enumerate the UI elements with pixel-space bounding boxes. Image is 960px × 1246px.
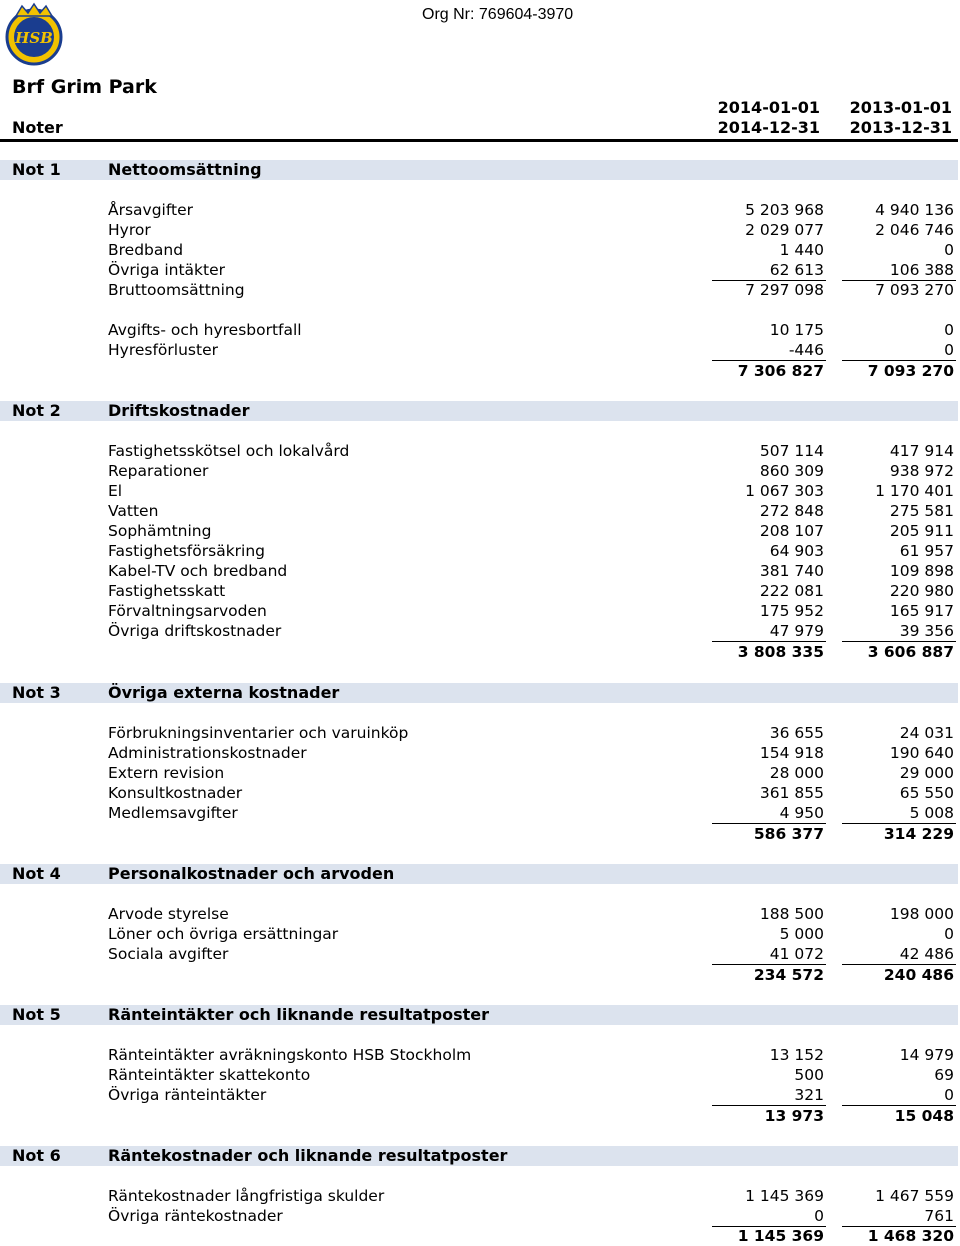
row-value-2013: 198 000 (889, 905, 954, 923)
col2-start-date: 2013-01-01 (849, 98, 952, 117)
table-row (0, 501, 960, 521)
table-row (0, 763, 960, 783)
row-value-2013: 1 170 401 (875, 482, 954, 500)
row-value-2013: 7 093 270 (875, 281, 954, 299)
row-value-2013: 42 486 (899, 945, 954, 963)
table-row (0, 723, 960, 743)
row-label: Bruttoomsättning (108, 281, 245, 299)
table-row (0, 1085, 960, 1105)
row-label: Löner och övriga ersättningar (108, 925, 339, 943)
note-title: Ränteintäkter och liknande resultatposter (108, 1005, 490, 1024)
row-label: Medlemsavgifter (108, 804, 238, 822)
table-row (0, 1045, 960, 1065)
row-value-2013: 65 550 (899, 784, 954, 802)
row-value-2014: 28 000 (769, 764, 824, 782)
row-value-2014: 1 067 303 (745, 482, 824, 500)
row-value-2014: 41 072 (769, 945, 824, 963)
note-number: Not 1 (12, 160, 61, 179)
row-value-2014: 208 107 (759, 522, 824, 540)
row-value-2013: 0 (944, 1086, 954, 1104)
row-value-2013: 0 (944, 925, 954, 943)
row-label: Hyror (108, 221, 151, 239)
row-value-2014: 36 655 (769, 724, 824, 742)
table-row (0, 581, 960, 601)
row-label: Årsavgifter (108, 201, 194, 219)
row-label: Övriga driftskostnader (108, 622, 282, 640)
total-row (0, 824, 960, 844)
total-value-2013: 7 093 270 (867, 362, 954, 380)
row-label: Förvaltningsarvoden (108, 602, 267, 620)
total-value-2013: 314 229 (883, 825, 954, 843)
total-value-2013: 1 468 320 (867, 1227, 954, 1245)
row-label: Bredband (108, 241, 184, 259)
svg-text:HSB: HSB (15, 29, 53, 47)
row-value-2014: 13 152 (769, 1046, 824, 1064)
row-label: Fastighetsskötsel och lokalvård (108, 442, 350, 460)
row-label: Ränteintäkter avräkningskonto HSB Stockholm (108, 1046, 472, 1064)
row-value-2013: 14 979 (899, 1046, 954, 1064)
total-value-2014: 3 808 335 (737, 643, 824, 661)
row-label: Övriga räntekostnader (108, 1207, 283, 1225)
row-value-2013: 275 581 (889, 502, 954, 520)
total-row (0, 965, 960, 985)
row-value-2014: 507 114 (759, 442, 824, 460)
note-title: Nettoomsättning (108, 160, 262, 179)
association-name: Brf Grim Park (12, 76, 157, 98)
row-value-2013: 165 917 (889, 602, 954, 620)
table-row (0, 803, 960, 823)
row-value-2013: 761 (924, 1207, 954, 1225)
total-value-2013: 15 048 (894, 1107, 954, 1125)
table-row (0, 561, 960, 581)
row-value-2014: 47 979 (769, 622, 824, 640)
table-row (0, 220, 960, 240)
table-row (0, 904, 960, 924)
row-value-2014: 1 145 369 (745, 1187, 824, 1205)
row-label: Förbrukningsinventarier och varuinköp (108, 724, 409, 742)
org-number: Org Nr: 769604-3970 (422, 6, 574, 23)
table-row (0, 743, 960, 763)
header-divider (0, 139, 958, 142)
note-title: Räntekostnader och liknande resultatposter (108, 1146, 508, 1165)
row-value-2013: 2 046 746 (875, 221, 954, 239)
total-value-2013: 3 606 887 (867, 643, 954, 661)
row-value-2014: 2 029 077 (745, 221, 824, 239)
row-value-2014: 0 (814, 1207, 824, 1225)
table-row (0, 340, 960, 360)
note-title: Övriga externa kostnader (108, 683, 340, 702)
row-label: Hyresförluster (108, 341, 218, 359)
row-value-2013: 29 000 (899, 764, 954, 782)
row-value-2013: 205 911 (889, 522, 954, 540)
row-value-2014: 64 903 (769, 542, 824, 560)
row-value-2013: 24 031 (899, 724, 954, 742)
row-value-2013: 190 640 (889, 744, 954, 762)
row-label: Övriga ränteintäkter (108, 1086, 267, 1104)
row-value-2013: 1 467 559 (875, 1187, 954, 1205)
row-label: Räntekostnader långfristiga skulder (108, 1187, 385, 1205)
col2-end-date: 2013-12-31 (849, 118, 952, 137)
row-value-2013: 109 898 (889, 562, 954, 580)
table-row (0, 280, 960, 300)
row-label: Övriga intäkter (108, 261, 225, 279)
row-value-2013: 0 (944, 321, 954, 339)
row-value-2014: 1 440 (779, 241, 824, 259)
row-label: Sophämtning (108, 522, 212, 540)
row-value-2013: 69 (934, 1066, 954, 1084)
row-label: Fastighetsförsäkring (108, 542, 266, 560)
total-row (0, 1226, 960, 1246)
row-value-2014: 188 500 (759, 905, 824, 923)
row-label: El (108, 482, 123, 500)
row-value-2013: 5 008 (909, 804, 954, 822)
note-number: Not 4 (12, 864, 61, 883)
col1-end-date: 2014-12-31 (717, 118, 820, 137)
table-row (0, 1186, 960, 1206)
note-title: Driftskostnader (108, 401, 250, 420)
row-value-2014: 4 950 (779, 804, 824, 822)
table-row (0, 521, 960, 541)
row-value-2014: 5 203 968 (745, 201, 824, 219)
row-value-2014: 10 175 (769, 321, 824, 339)
table-row (0, 320, 960, 340)
row-label: Sociala avgifter (108, 945, 229, 963)
hsb-logo (2, 2, 66, 66)
table-row (0, 541, 960, 561)
row-value-2014: 7 297 098 (745, 281, 824, 299)
row-value-2013: 220 980 (889, 582, 954, 600)
note-number: Not 3 (12, 683, 61, 702)
section-title: Noter (12, 118, 63, 137)
total-value-2014: 13 973 (764, 1107, 824, 1125)
row-label: Vatten (108, 502, 159, 520)
row-label: Ränteintäkter skattekonto (108, 1066, 311, 1084)
total-value-2013: 240 486 (883, 966, 954, 984)
table-row (0, 260, 960, 280)
table-row (0, 601, 960, 621)
table-row (0, 944, 960, 964)
total-value-2014: 234 572 (753, 966, 824, 984)
row-value-2014: 62 613 (769, 261, 824, 279)
sum-underline (842, 280, 956, 281)
table-row (0, 200, 960, 220)
row-value-2014: -446 (788, 341, 824, 359)
row-label: Kabel-TV och bredband (108, 562, 288, 580)
row-label: Arvode styrelse (108, 905, 229, 923)
note-title: Personalkostnader och arvoden (108, 864, 395, 883)
row-value-2013: 0 (944, 241, 954, 259)
row-value-2013: 4 940 136 (875, 201, 954, 219)
row-value-2014: 5 000 (779, 925, 824, 943)
table-row (0, 461, 960, 481)
note-number: Not 5 (12, 1005, 61, 1024)
table-row (0, 1065, 960, 1085)
total-row (0, 361, 960, 381)
table-row (0, 924, 960, 944)
row-value-2014: 381 740 (759, 562, 824, 580)
row-value-2013: 61 957 (899, 542, 954, 560)
row-value-2014: 175 952 (759, 602, 824, 620)
row-value-2014: 154 918 (759, 744, 824, 762)
total-value-2014: 586 377 (753, 825, 824, 843)
table-row (0, 481, 960, 501)
row-value-2014: 321 (794, 1086, 824, 1104)
row-label: Extern revision (108, 764, 225, 782)
note-number: Not 2 (12, 401, 61, 420)
total-row (0, 642, 960, 662)
total-value-2014: 7 306 827 (737, 362, 824, 380)
row-label: Administrationskostnader (108, 744, 307, 762)
row-value-2013: 938 972 (889, 462, 954, 480)
row-value-2014: 361 855 (759, 784, 824, 802)
table-row (0, 621, 960, 641)
table-row (0, 783, 960, 803)
sum-underline (712, 280, 826, 281)
row-label: Avgifts- och hyresbortfall (108, 321, 302, 339)
row-value-2013: 417 914 (889, 442, 954, 460)
row-value-2013: 106 388 (889, 261, 954, 279)
row-label: Fastighetsskatt (108, 582, 226, 600)
total-value-2014: 1 145 369 (737, 1227, 824, 1245)
total-row (0, 1106, 960, 1126)
row-value-2014: 222 081 (759, 582, 824, 600)
note-number: Not 6 (12, 1146, 61, 1165)
table-row (0, 240, 960, 260)
row-label: Reparationer (108, 462, 209, 480)
row-value-2014: 860 309 (759, 462, 824, 480)
table-row (0, 441, 960, 461)
table-row (0, 1206, 960, 1226)
row-value-2013: 0 (944, 341, 954, 359)
col1-start-date: 2014-01-01 (717, 98, 820, 117)
row-value-2014: 272 848 (759, 502, 824, 520)
row-label: Konsultkostnader (108, 784, 243, 802)
row-value-2013: 39 356 (899, 622, 954, 640)
row-value-2014: 500 (794, 1066, 824, 1084)
